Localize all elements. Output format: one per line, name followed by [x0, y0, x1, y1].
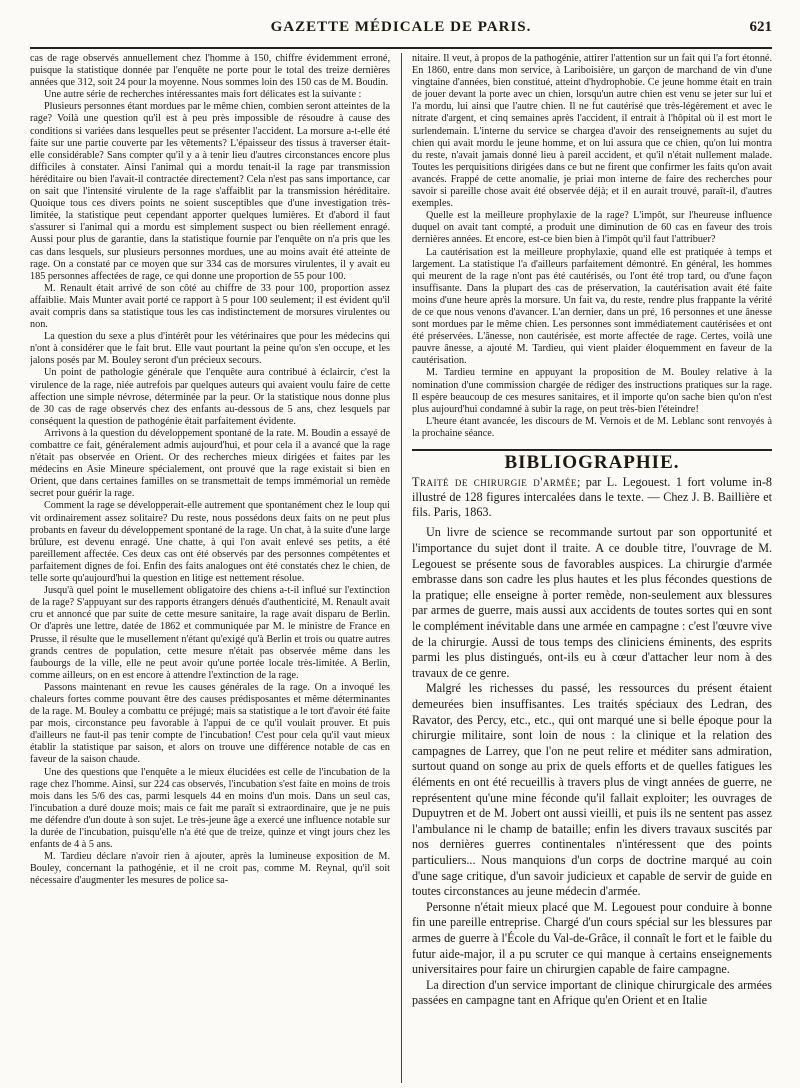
- paragraph: Un livre de science se recommande surtout par son opportunité et l'importance du sujet dont il traite. A ce double titre, l'ouvrage de M. Legouest se présente sous de favorables auspices. La chirurgie d'armée embrasse dans son cadre les plus hautes et les plus fécondes questions de la pratique; elle enseigne à porter remède, non-seulement aux blessures par armes de guerre, mais aussi aux accidents de toutes sortes qui en sont le complément inévitable dans une armée en campagne : c'est l'œuvre vive de la chirurgie. Aussi de tous temps des cliniciens éminents, des esprits parmi les plus distingués, ont-ils eu à cœur d'attacher leur nom à des travaux de ce genre.: [412, 525, 772, 680]
- paragraph: Une des questions que l'enquête a le mieux élucidées est celle de l'incubation de la rage chez l'homme. Ainsi, sur 224 cas observés, l'incubation s'est faite en moins de trois mois dans les 5/6 des cas, parmi lesquels 44 en moins d'un mois. Dans un seul cas, l'incubation a duré douze mois; mais ce fait me paraît si extraordinaire, que je ne puis me défendre d'un doute à son sujet. Le très-jeune âge a exercé une influence notable sur la durée de l'incubation, puisqu'elle n'a été que de treize, quinze et vingt jours chez les enfants de 4 à 5 ans.: [30, 766, 390, 851]
- paragraph: M. Tardieu termine en appuyant la proposition de M. Bouley relative à la nomination d'une commission chargée de rédiger des instructions pratiques sur la rage. Il espère beaucoup de ces mesures sanitaires, et il importe qu'on sache bien qu'on n'est plus aujourd'hui condamné à subir la rage, on peut très-bien l'éteindre!: [412, 367, 772, 415]
- paragraph: Personne n'était mieux placé que M. Legouest pour conduire à bonne fin une pareille entreprise. Chargé d'un cours spécial sur les blessures par armes de guerre à l'École du Val-de-Grâce, il connaît le fort et le faible du futur aide-major, il a pu scruter ce qui manque à certains enseignements universitaires pour faire un chirurgien capable de faire campagne.: [412, 899, 772, 977]
- paragraph: Un point de pathologie générale que l'enquête aura contribué à éclaircir, c'est la virulence de la rage, niée autrefois par quelques auteurs qui avaient voulu faire de cette affection une simple névrose, déterminée par la peur. Or la statistique nous donne plus de 30 cas de rage observés chez des enfants au-dessous de 5 ans, chez lesquels par conséquent la question de pathogénie était parfaitement évidente.: [30, 367, 390, 427]
- paragraph: M. Tardieu déclare n'avoir rien à ajouter, après la lumineuse exposition de M. Bouley, concernant la pathogénie, et il ne croit pas, comme M. Reynal, qu'il soit nécessaire d'augmenter les mesures de police sa-: [30, 851, 390, 887]
- book-title: Traité de chirurgie d'armée: [412, 475, 577, 490]
- paragraph: La cautérisation est la meilleure prophylaxie, quand elle est pratiquée à temps et largement. La statistique l'a d'ailleurs parfaitement démontré. En général, les hommes qui meurent de la rage n'ont pas été cautérisés, ou l'ont été trop tard, ou d'une façon insuffisante. Dans la plupart des cas de préservation, la cautérisation avait été faite moins d'une heure après la morsure. Un fait va, du reste, rendre plus frappante la vérité de ce que nous venons d'avancer. L'an dernier, dans un pré, 16 personnes et une ânesse sont mordues par le même chien. Les personnes sont immédiatement cautérisées et ont été préservées. L'ânesse, non cautérisée, est morte affectée de rage. Certes, voilà une pauvre ânesse, a ajouté M. Tardieu, qui vient plaider éloquemment en faveur de la cautérisation.: [412, 246, 772, 367]
- book-reference: [412, 475, 772, 519]
- paragraph: La direction d'un service important de clinique chirurgicale des armées passées en campagne tant en Afrique qu'en Orient et en Italie: [412, 977, 772, 1008]
- column-divider: [401, 53, 402, 1083]
- paragraph: nitaire. Il veut, à propos de la pathogénie, attirer l'attention sur un fait qui l'a fort étonné. En 1860, entre dans mon service, à Lariboisière, un garçon de marchand de vin d'une vingtaine d'années, bien constitué, atteint d'hydrophobie. Ce jeune homme était en train de jouer devant la porte avec un chien, lorsqu'un autre chien est venu se jeter sur lui et l'a mordu, lui ainsi que l'autre chien. Il ne fut cautérisé que très-légèrement et avec le nitrate d'argent, et cinq semaines après l'accident, il entrait à l'hôpital où il est mort le surlendemain. L'interne du service se chargea d'avoir des renseignements au sujet du chien qui avait mordu le jeune homme, et on lui assura que ce chien, qu'on lui montra du reste, n'avait jamais donné lieu à pareil accident, et qu'il n'était nullement malade. Toutes les perquisitions dirigées dans ce but ne firent que confirmer les faits qu'on avait avancés. Frappé de cette anomalie, je priai mon interne de faire des recherches pour savoir si pareille chose avait été observée déjà; et il en aurait trouvé, paraît-il, d'autres exemples.: [412, 53, 772, 210]
- journal-title: GAZETTE MÉDICALE DE PARIS.: [270, 19, 532, 35]
- paragraph: M. Renault était arrivé de son côté au chiffre de 33 pour 100, proportion assez affaiblie. Mais Munter avait porté ce rapport à 5 pour 100 seulement; il est évident qu'il avait compris dans sa statistique tous les cas indistinctement de morsures virulentes ou non.: [30, 282, 390, 331]
- page-number: 621: [749, 19, 772, 35]
- page-header: [30, 16, 772, 40]
- paragraph: cas de rage observés annuellement chez l'homme à 150, chiffre évidemment erroné, puisque la statistique donnée par l'enquête ne porte pour le total des treize dernières années que 312, soit 24 pour la moyenne. Nous sommes loin des 150 cas de M. Boudin.: [30, 53, 390, 89]
- left-column: [30, 53, 390, 1083]
- paragraph: Plusieurs personnes étant mordues par le même chien, combien seront atteintes de la rage? Voilà une question qu'il est à peu près impossible de résoudre à cause des conditions si variées dans lesquelles peut se présenter l'accident. La morsure a-t-elle été faite sur une partie couverte par les vêtements? L'épaisseur des tissus à traverser était-elle considérable? Sans compter qu'il y a à tenir lieu d'autres circonstances encore plus difficiles à constater. Ainsi l'animal qui a mordu tenait-il la rage par transmission héréditaire ou bien l'avait-il contractée directement? Cela n'est pas sans importance, car on sait que l'intensité virulente de la rage s'affaiblit par la transmission héréditaire. Quoique tous ces divers points ne soient susceptibles que d'une investigation très-limitée, la statistique peut cependant apporter quelques lumières. Et d'abord il faut s'assurer si l'animal qui a mordu est simplement suspect ou bien réellement enragé. Aussi pour plus de garantie, dans la statistique fournie par l'enquête on n'a pris que les cas dans lesquels, sur plusieurs personnes mordues, une au moins avait été atteinte de rage. On a constaté par ce moyen que sur 334 cas de morsures virulentes, il y avait eu 185 personnes affectées de rage, ce qui donne une proportion de 55 pour 100.: [30, 101, 390, 282]
- paragraph: Jusqu'à quel point le musellement obligatoire des chiens a-t-il influé sur l'extinction de la rage? S'appuyant sur des rapports étrangers dénués d'authenticité, M. Renault avait cru et annoncé que par suite de cette mesure sanitaire, la rage avait disparu de Berlin. Or d'après une lettre, datée de 1862 et communiquée par M. le ministre de France en Prusse, il résulte que le musellement n'étant qu'exigé qu'à Berlin et trois ou quatre autres grands centres de population, cette mesure n'était pas observée même dans les faubourgs de la ville, elle ne peut avoir qu'une portée locale très-limitée. A Berlin, comme ailleurs, on en est encore à attendre l'extinction de la rage.: [30, 585, 390, 681]
- header-rule: [30, 47, 772, 49]
- right-column: [412, 53, 772, 1083]
- paragraph: Une autre série de recherches intéressantes mais fort délicates est la suivante :: [44, 89, 362, 101]
- paragraph: Comment la rage se développerait-elle autrement que spontanément chez le loup qui vit ordinairement assez solitaire? Du reste, nous possédons deux faits on ne peut plus probants en faveur du développement spontané de la rage. Un chat, à la suite d'une large brûlure, est devenu enragé. Une chatte, à qui l'on avait enlevé ses petits, a été pareillement affectée. Ces deux cas ont été observés par des personnes compétentes et parfaitement dignes de foi. Enfin des faits analogues ont été constatés chez le chien, de telle sorte qu'aujourd'hui la question en litige est nettement résolue.: [30, 500, 390, 585]
- paragraph: La question du sexe a plus d'intérêt pour les vétérinaires que pour les médecins qui n'ont à considérer que le fait brut. Elle vaut pourtant la peine qu'on s'en occupe, et les jalons posés par M. Bouley seront d'un précieux secours.: [30, 331, 390, 367]
- review-body: [412, 525, 772, 1008]
- paragraph: Arrivons à la question du développement spontané de la rate. M. Boudin a essayé de combattre ce fait, généralement admis aujourd'hui, et pour cela il a avancé que la rage n'était pas observée en Orient. Or des recherches mieux dirigées et faites par les médecins en Asie Mineure spécialement, ont prouvé que la rage existait si bien en Orient, que dans certaines familles on se transmettait de temps immémorial un remède secret pour guérir la rage.: [30, 427, 390, 500]
- book-details: ; par L. Legouest. 1 fort volume in-8 illustré de 128 figures intercalées dans le texte. — Chez J. B. Baillière et fils. Paris, 1863.: [412, 475, 772, 519]
- paragraph: L'heure étant avancée, les discours de M. Vernois et de M. Leblanc sont renvoyés à la prochaine séance.: [412, 415, 772, 439]
- paragraph: Passons maintenant en revue les causes générales de la rage. On a invoqué les chaleurs fortes comme pouvant être des causes prédisposantes et même déterminantes de la rage. M. Bouley a combattu ce préjugé; mais sa statistique a le tort d'avoir été faite par mois, circonstance peu favorable à l'appui de ce qu'il voulait prouver. Et puis d'ailleurs ne faut-il pas tenir compte de l'incubation! C'est pour cela qu'il vaut mieux établir la statistique par saison, et alors on trouve une différence notable de cas en faveur de la saison chaude.: [30, 681, 390, 766]
- bibliography-heading: BIBLIOGRAPHIE.: [412, 449, 772, 469]
- paragraph: Quelle est la meilleure prophylaxie de la rage? L'impôt, sur l'heureuse influence duquel on avait tant compté, a produit une diminution de 60 cas en faveur des trois dernières années. Et encore, est-ce bien bien à l'impôt qu'il faut l'attribuer?: [412, 210, 772, 246]
- paragraph: Malgré les richesses du passé, les ressources du présent étaient demeurées bien insuffisantes. Les traités spéciaux des Ledran, des Ravator, des Percy, etc., etc., qui ont marqué une si belle époque pour la chirurgie militaire, sont loin de nous : la clinique et la relation des campagnes de Larrey, que l'on ne peut relire et méditer sans admiration, surtout quand on songe au prix de quels efforts et de quelles fatigues les éléments en ont été recueillis à travers plus de vingt années de guerre, ne représentent qu'une mine féconde qu'il fallait exploiter; les ouvrages de Dupuytren et de M. Jobert ont aussi vieilli, et puis ils ne sentent pas assez l'ambulance ni le champ de bataille; enfin les divers travaux suscités par nos dernières guerres continentales n'intéressent que des points particuliers... Nous manquions d'un corps de doctrine marqué au coin d'une sage critique, d'un savoir judicieux et capable de servir de guide en toutes circonstances au jeune médecin d'armée.: [412, 681, 772, 899]
